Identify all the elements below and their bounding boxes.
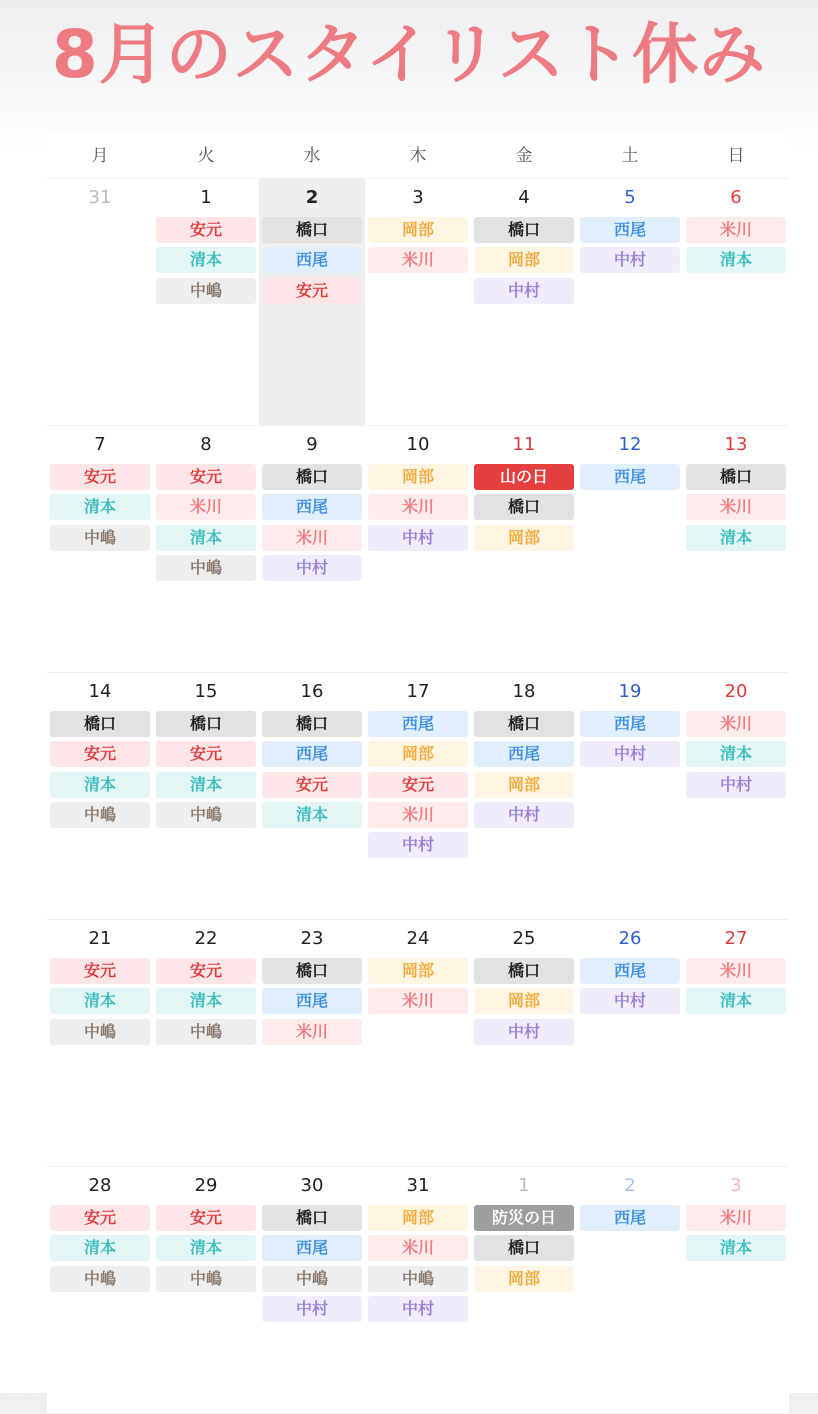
event-list [153, 464, 259, 581]
day-cell[interactable] [259, 920, 365, 1166]
day-number: 9 [306, 434, 318, 455]
day-number: 28 [88, 1175, 112, 1196]
event-chip[interactable]: 中村 [474, 278, 574, 304]
weekday-header [47, 132, 789, 179]
day-cell[interactable] [47, 673, 153, 919]
day-number: 15 [194, 681, 218, 702]
event-chip[interactable]: 中嶋 [262, 1266, 362, 1292]
day-cell[interactable] [47, 179, 153, 425]
event-list [47, 464, 153, 551]
event-chip[interactable]: 米川 [368, 494, 468, 520]
day-number: 20 [724, 681, 748, 702]
event-chip[interactable]: 安元 [156, 1205, 256, 1231]
event-chip[interactable]: 清本 [686, 247, 786, 273]
event-chip[interactable]: 中嶋 [156, 1266, 256, 1292]
day-number: 7 [94, 434, 106, 455]
event-chip[interactable]: 清本 [156, 772, 256, 798]
event-chip[interactable]: 米川 [262, 1019, 362, 1045]
event-list [47, 958, 153, 1045]
event-list [683, 1205, 789, 1261]
day-number: 5 [624, 187, 636, 208]
event-chip[interactable]: 中村 [368, 832, 468, 858]
event-chip[interactable]: 清本 [686, 988, 786, 1014]
event-chip[interactable]: 清本 [50, 1235, 150, 1261]
day-cell[interactable] [47, 1167, 153, 1413]
calendar [47, 132, 789, 1414]
event-chip[interactable]: 山の日 [474, 464, 574, 490]
event-chip[interactable]: 清本 [686, 525, 786, 551]
event-chip[interactable]: 安元 [262, 278, 362, 304]
event-list [577, 958, 683, 1014]
event-chip[interactable]: 橋口 [474, 958, 574, 984]
event-chip[interactable]: 清本 [156, 247, 256, 273]
day-cell[interactable] [153, 179, 259, 425]
event-chip[interactable]: 西尾 [368, 711, 468, 737]
event-list [153, 958, 259, 1045]
day-number: 17 [406, 681, 430, 702]
event-chip[interactable]: 中村 [686, 772, 786, 798]
event-list [471, 464, 577, 551]
day-cell[interactable] [683, 179, 789, 425]
day-number: 21 [88, 928, 112, 949]
event-chip[interactable]: 西尾 [262, 494, 362, 520]
day-cell[interactable] [153, 920, 259, 1166]
event-chip[interactable]: 西尾 [580, 1205, 680, 1231]
event-chip[interactable]: 安元 [156, 958, 256, 984]
day-number: 8 [200, 434, 212, 455]
day-cell[interactable] [577, 179, 683, 425]
event-chip[interactable]: 米川 [686, 1205, 786, 1231]
event-list [683, 217, 789, 273]
event-chip[interactable]: 岡部 [474, 525, 574, 551]
day-number: 3 [412, 187, 424, 208]
day-number: 18 [512, 681, 536, 702]
event-chip[interactable]: 橋口 [474, 1235, 574, 1261]
event-list [577, 1205, 683, 1231]
event-chip[interactable]: 安元 [156, 464, 256, 490]
calendar-week [47, 426, 789, 673]
day-cell[interactable] [471, 426, 577, 672]
event-chip[interactable]: 清本 [50, 772, 150, 798]
day-cell[interactable] [365, 179, 471, 425]
event-chip[interactable]: 安元 [50, 958, 150, 984]
event-chip[interactable]: 米川 [262, 525, 362, 551]
event-chip[interactable]: 安元 [50, 741, 150, 767]
event-chip[interactable]: 西尾 [262, 988, 362, 1014]
event-chip[interactable]: 岡部 [368, 958, 468, 984]
event-chip[interactable]: 安元 [156, 741, 256, 767]
day-number: 22 [194, 928, 218, 949]
event-chip[interactable]: 中村 [580, 741, 680, 767]
page-title: 8月のスタイリスト休み [51, 16, 767, 93]
event-chip[interactable]: 橋口 [262, 1205, 362, 1231]
event-list [259, 958, 365, 1045]
event-list [577, 464, 683, 490]
event-chip[interactable]: 橋口 [474, 494, 574, 520]
day-cell[interactable] [471, 920, 577, 1166]
event-list [47, 1205, 153, 1292]
event-chip[interactable]: 安元 [50, 464, 150, 490]
day-cell[interactable] [471, 179, 577, 425]
event-chip[interactable]: 清本 [50, 988, 150, 1014]
day-cell[interactable] [259, 426, 365, 672]
weekday-label: 木 [409, 146, 427, 166]
day-number: 19 [618, 681, 642, 702]
event-chip[interactable]: 米川 [686, 711, 786, 737]
event-chip[interactable]: 中村 [580, 988, 680, 1014]
event-chip[interactable]: 橋口 [262, 711, 362, 737]
day-number: 2 [624, 1175, 636, 1196]
event-chip[interactable]: 清本 [156, 525, 256, 551]
event-chip[interactable]: 中村 [474, 802, 574, 828]
event-chip[interactable]: 清本 [686, 1235, 786, 1261]
event-chip[interactable]: 中嶋 [156, 555, 256, 581]
day-cell[interactable] [153, 426, 259, 672]
event-list [365, 464, 471, 551]
day-number: 30 [300, 1175, 324, 1196]
day-cell[interactable] [153, 1167, 259, 1413]
day-number: 3 [730, 1175, 742, 1196]
event-chip[interactable]: 安元 [262, 772, 362, 798]
event-chip[interactable]: 清本 [156, 988, 256, 1014]
event-list [577, 711, 683, 767]
day-cell[interactable] [47, 426, 153, 672]
day-cell[interactable] [683, 673, 789, 919]
day-cell[interactable] [683, 1167, 789, 1413]
event-chip[interactable]: 橋口 [262, 958, 362, 984]
event-chip[interactable]: 橋口 [50, 711, 150, 737]
day-number: 25 [512, 928, 536, 949]
event-chip[interactable]: 西尾 [262, 741, 362, 767]
event-chip[interactable]: 米川 [368, 1235, 468, 1261]
day-number: 24 [406, 928, 430, 949]
event-list [365, 1205, 471, 1322]
event-list [683, 958, 789, 1014]
weekday-label: 土 [621, 146, 639, 166]
day-cell[interactable] [683, 426, 789, 672]
event-chip[interactable]: 中村 [262, 1296, 362, 1322]
event-chip[interactable]: 中村 [368, 1296, 468, 1322]
day-cell[interactable] [365, 1167, 471, 1413]
event-chip[interactable]: 中嶋 [156, 278, 256, 304]
event-list [47, 711, 153, 828]
event-list [153, 1205, 259, 1292]
event-chip[interactable]: 西尾 [580, 464, 680, 490]
event-chip[interactable]: 防災の日 [474, 1205, 574, 1231]
event-chip[interactable]: 西尾 [580, 958, 680, 984]
calendar-week [47, 920, 789, 1167]
day-number: 31 [88, 187, 112, 208]
event-chip[interactable]: 中嶋 [50, 525, 150, 551]
event-chip[interactable]: 中嶋 [50, 802, 150, 828]
day-number: 12 [618, 434, 642, 455]
event-chip[interactable]: 西尾 [262, 247, 362, 273]
event-chip[interactable]: 安元 [156, 217, 256, 243]
event-chip[interactable]: 清本 [156, 1235, 256, 1261]
day-number: 26 [618, 928, 642, 949]
day-number: 4 [518, 187, 530, 208]
event-chip[interactable]: 中村 [368, 525, 468, 551]
weekday-label: 日 [727, 146, 745, 166]
event-chip[interactable]: 安元 [50, 1205, 150, 1231]
event-chip[interactable]: 米川 [686, 958, 786, 984]
day-number: 31 [406, 1175, 430, 1196]
event-chip[interactable]: 橋口 [474, 711, 574, 737]
event-chip[interactable]: 中嶋 [50, 1019, 150, 1045]
event-chip[interactable]: 中嶋 [156, 1019, 256, 1045]
event-list [365, 217, 471, 273]
day-cell[interactable] [259, 179, 365, 425]
day-cell[interactable] [365, 920, 471, 1166]
event-chip[interactable]: 岡部 [368, 1205, 468, 1231]
event-chip[interactable]: 中嶋 [156, 802, 256, 828]
event-list [365, 958, 471, 1014]
event-chip[interactable]: 米川 [686, 217, 786, 243]
event-chip[interactable]: 米川 [368, 988, 468, 1014]
day-number: 6 [730, 187, 742, 208]
event-list [259, 217, 365, 304]
event-chip[interactable]: 西尾 [580, 217, 680, 243]
event-chip[interactable]: 岡部 [368, 217, 468, 243]
day-cell[interactable] [577, 673, 683, 919]
event-chip[interactable]: 西尾 [262, 1235, 362, 1261]
weekday-label: 火 [197, 146, 215, 166]
day-cell[interactable] [153, 673, 259, 919]
day-cell[interactable] [365, 426, 471, 672]
event-list [577, 217, 683, 273]
weekday-label: 金 [515, 146, 533, 166]
event-chip[interactable]: 橋口 [262, 464, 362, 490]
day-cell[interactable] [471, 1167, 577, 1413]
event-chip[interactable]: 米川 [686, 494, 786, 520]
event-chip[interactable]: 米川 [156, 494, 256, 520]
event-chip[interactable]: 清本 [50, 494, 150, 520]
event-chip[interactable]: 中村 [262, 555, 362, 581]
day-number: 1 [518, 1175, 530, 1196]
day-number: 27 [724, 928, 748, 949]
event-chip[interactable]: 西尾 [474, 741, 574, 767]
calendar-week [47, 673, 789, 920]
weekday-label: 水 [303, 146, 321, 166]
event-list [153, 711, 259, 828]
day-number: 13 [724, 434, 748, 455]
event-chip[interactable]: 岡部 [368, 464, 468, 490]
event-chip[interactable]: 橋口 [474, 217, 574, 243]
calendar-week [47, 1167, 789, 1414]
event-list [471, 711, 577, 828]
event-chip[interactable]: 橋口 [686, 464, 786, 490]
event-list [683, 464, 789, 551]
day-number: 23 [300, 928, 324, 949]
event-chip[interactable]: 岡部 [474, 772, 574, 798]
day-cell[interactable] [365, 673, 471, 919]
day-number: 11 [512, 434, 536, 455]
event-chip[interactable]: 岡部 [474, 247, 574, 273]
day-cell[interactable] [683, 920, 789, 1166]
day-cell[interactable] [577, 920, 683, 1166]
calendar-weeks [47, 179, 789, 1414]
event-list [259, 464, 365, 581]
event-chip[interactable]: 岡部 [474, 1266, 574, 1292]
day-cell[interactable] [577, 1167, 683, 1413]
weekday-label: 月 [91, 146, 109, 166]
day-cell[interactable] [47, 920, 153, 1166]
event-list [259, 711, 365, 828]
day-number: 29 [194, 1175, 218, 1196]
event-list [471, 1205, 577, 1292]
event-chip[interactable]: 岡部 [474, 988, 574, 1014]
event-list [153, 217, 259, 304]
event-list [471, 217, 577, 304]
event-chip[interactable]: 橋口 [262, 217, 362, 243]
event-chip[interactable]: 西尾 [580, 711, 680, 737]
day-cell[interactable] [471, 673, 577, 919]
event-chip[interactable]: 中村 [580, 247, 680, 273]
day-number: 16 [300, 681, 324, 702]
event-list [471, 958, 577, 1045]
day-cell[interactable] [259, 1167, 365, 1413]
event-chip[interactable]: 中村 [474, 1019, 574, 1045]
day-cell[interactable] [259, 673, 365, 919]
event-list [683, 711, 789, 798]
event-chip[interactable]: 岡部 [368, 741, 468, 767]
event-chip[interactable]: 中嶋 [368, 1266, 468, 1292]
day-number: 1 [200, 187, 212, 208]
calendar-week [47, 179, 789, 426]
event-chip[interactable]: 米川 [368, 802, 468, 828]
event-chip[interactable]: 米川 [368, 247, 468, 273]
day-number: 14 [88, 681, 112, 702]
event-list [365, 711, 471, 858]
event-chip[interactable]: 安元 [368, 772, 468, 798]
day-number: 2 [305, 187, 319, 208]
event-chip[interactable]: 中嶋 [50, 1266, 150, 1292]
day-cell[interactable] [577, 426, 683, 672]
event-chip[interactable]: 橋口 [156, 711, 256, 737]
event-chip[interactable]: 清本 [686, 741, 786, 767]
event-list [259, 1205, 365, 1322]
event-chip[interactable]: 清本 [262, 802, 362, 828]
day-number: 10 [406, 434, 430, 455]
